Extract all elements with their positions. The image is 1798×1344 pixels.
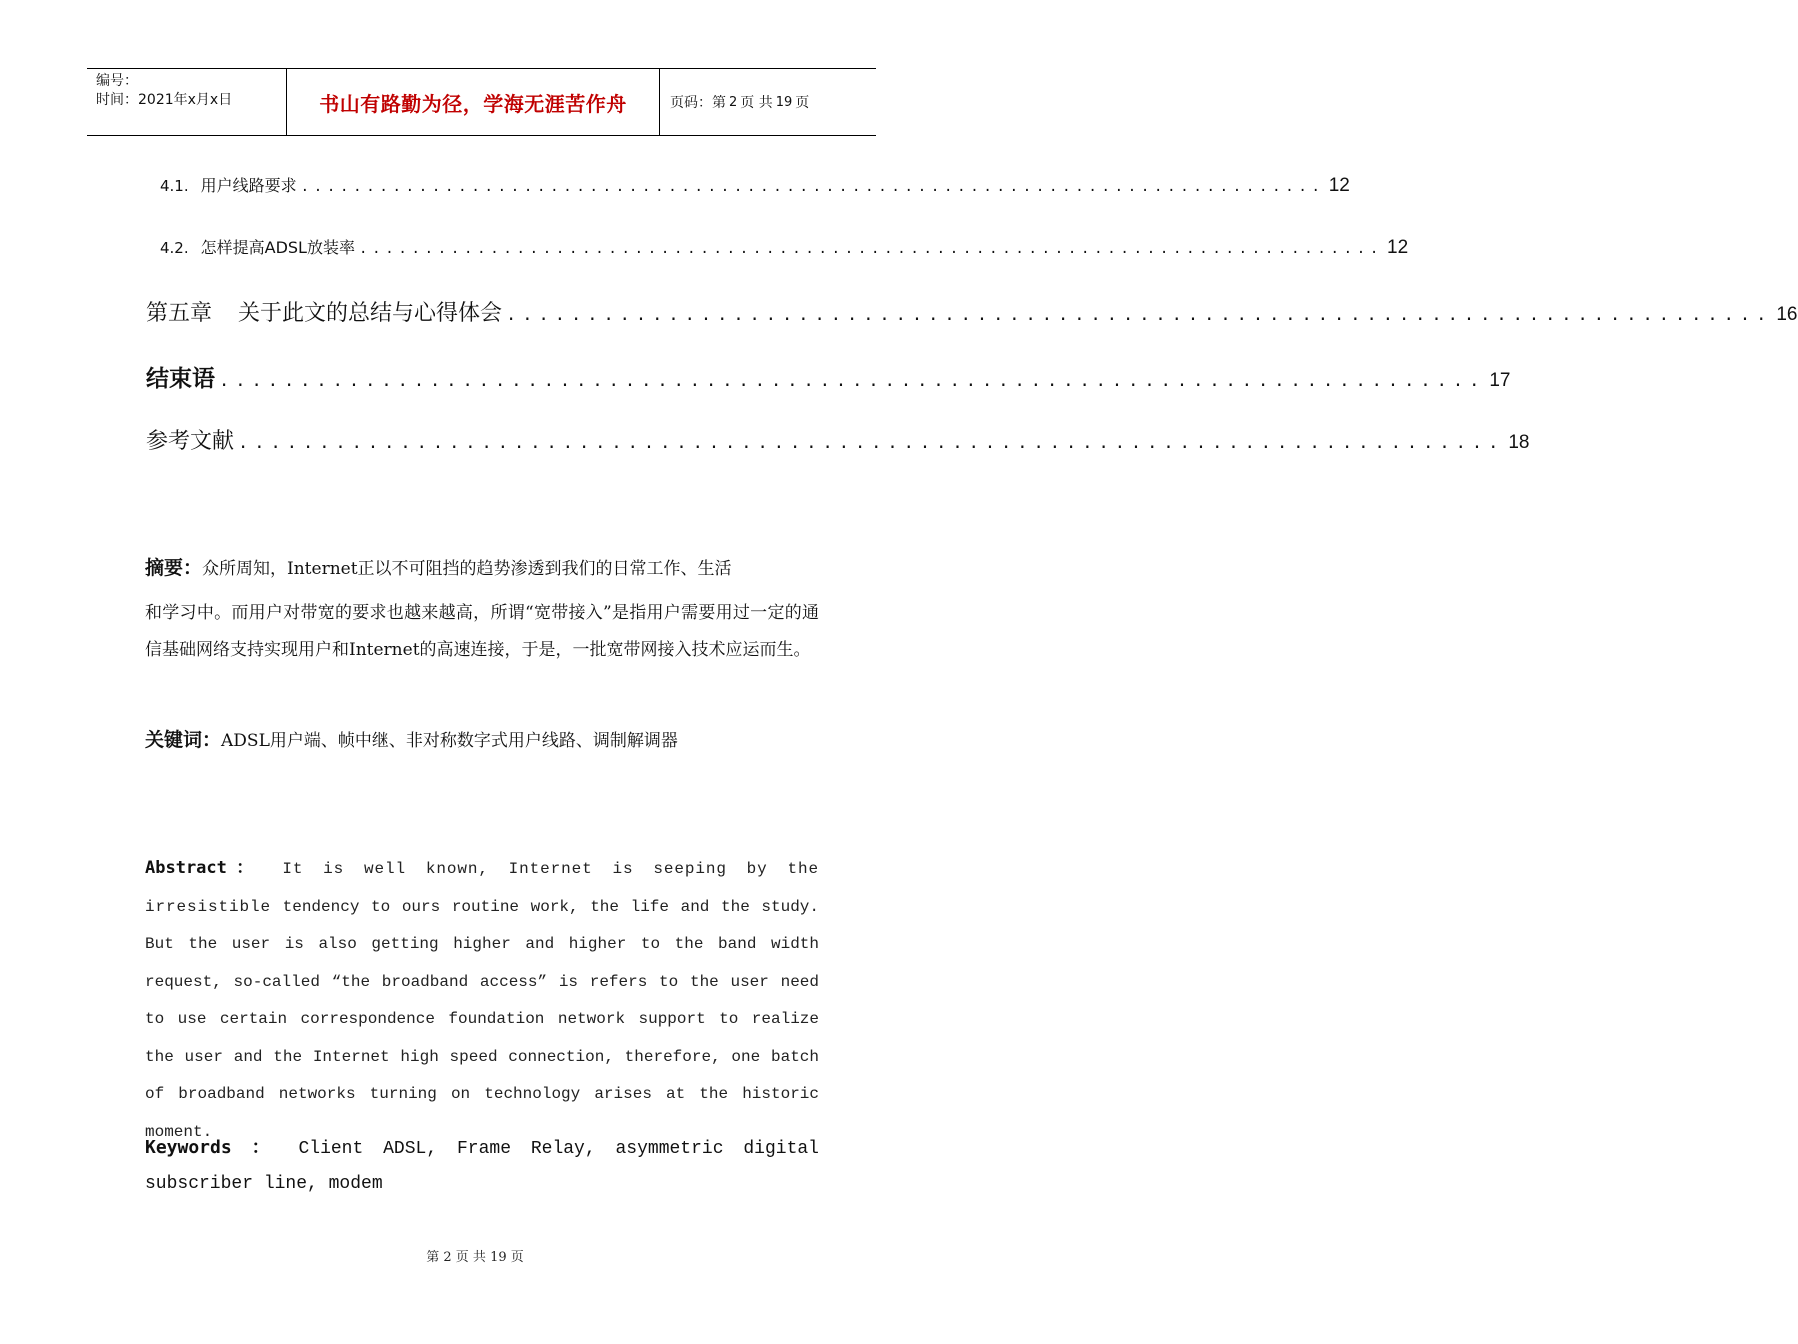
toc-entry-4-2[interactable] bbox=[160, 235, 1409, 259]
abstract-en-first-line: It is well known, Internet is seeping by the irresistible bbox=[145, 860, 819, 916]
page-header bbox=[87, 68, 876, 136]
toc-leader: .............................................................................. bbox=[300, 179, 1325, 195]
abstract-cn-first-line: 众所周知，Internet正以不可阻挡的趋势渗透到我们的日常工作、生活 bbox=[202, 559, 732, 579]
toc-page: 12 bbox=[1387, 237, 1409, 258]
page-current: 2 bbox=[729, 94, 738, 110]
footer-suffix: 页 bbox=[506, 1250, 524, 1265]
toc-entry-4-1[interactable] bbox=[160, 173, 1350, 197]
toc-entry-references[interactable] bbox=[146, 424, 1530, 455]
keywords-en bbox=[145, 1130, 819, 1202]
toc-chapter: 第五章 bbox=[146, 301, 213, 326]
keywords-cn-text: ADSL用户端、帧中继、非对称数字式用户线路、调制解调器 bbox=[221, 731, 678, 751]
page-mid: 页 共 bbox=[740, 95, 773, 111]
toc-title: 怎样提高ADSL放装率 bbox=[200, 238, 355, 257]
abstract-cn-body: 和学习中。而用户对带宽的要求也越来越高，所谓“宽带接入”是指用户需要用过一定的通信基础网络支持实现用户和Internet的高速连接，于是，一批宽带网接入技术应运而生。 bbox=[145, 603, 819, 660]
abstract-cn-label: 摘要： bbox=[145, 557, 203, 579]
abstract-en bbox=[145, 850, 819, 1151]
abstract-cn bbox=[145, 548, 819, 669]
footer-current-page: 2 bbox=[443, 1250, 452, 1265]
doc-number-label: 编号： bbox=[96, 73, 138, 89]
toc-leader: .............................................................................. bbox=[219, 371, 1486, 391]
toc-page: 16 bbox=[1776, 304, 1798, 325]
toc-title: 结束语 bbox=[146, 366, 215, 392]
page-footer bbox=[0, 1246, 950, 1265]
abstract-en-body: tendency to ours routine work, the life and the study. But the user is also getting higher and higher to the band width request, so-called “the broadband access” is refers to the user need to use certain correspondence foundation network support to realize the user and the Internet high speed connection, therefore, one batch of broadband networks turning on technology arises at the historic moment. bbox=[145, 897, 819, 1141]
page-total: 19 bbox=[775, 94, 793, 110]
keywords-cn bbox=[145, 722, 819, 760]
toc-title: 参考文献 bbox=[146, 429, 235, 454]
toc-page: 18 bbox=[1508, 432, 1530, 453]
toc-title: 用户线路要求 bbox=[200, 176, 297, 195]
footer-total-pages: 19 bbox=[490, 1250, 507, 1265]
footer-mid: 页 共 bbox=[451, 1250, 491, 1265]
toc-page: 17 bbox=[1489, 370, 1511, 391]
toc-page: 12 bbox=[1328, 175, 1350, 196]
abstract-en-label: Abstract： bbox=[145, 858, 263, 878]
header-motto: 书山有路勤为径，学海无涯苦作舟 bbox=[287, 69, 660, 135]
header-page-number bbox=[660, 69, 876, 135]
keywords-en-label: Keywords ： bbox=[145, 1137, 279, 1158]
toc-number: 4.1. bbox=[160, 177, 189, 195]
keywords-en-text: Client ADSL, Frame Relay, asymmetric digital subscriber line, modem bbox=[145, 1139, 819, 1194]
toc-entry-conclusion[interactable] bbox=[146, 360, 1511, 393]
toc-title: 关于此文的总结与心得体会 bbox=[238, 301, 503, 326]
toc-leader: .............................................................................. bbox=[358, 241, 1384, 257]
toc-number: 4.2. bbox=[160, 239, 189, 257]
page-suffix: 页 bbox=[795, 95, 810, 111]
toc-leader: .............................................................................. bbox=[506, 305, 1773, 325]
footer-prefix: 第 bbox=[426, 1250, 444, 1265]
header-meta bbox=[87, 69, 287, 135]
page-prefix: 页码：第 bbox=[670, 95, 726, 111]
keywords-cn-label: 关键词： bbox=[145, 729, 222, 751]
toc-leader: .............................................................................. bbox=[238, 433, 1505, 453]
doc-time: 时间：2021年x月x日 bbox=[96, 92, 233, 108]
toc-entry-chapter-5[interactable] bbox=[146, 296, 1798, 327]
